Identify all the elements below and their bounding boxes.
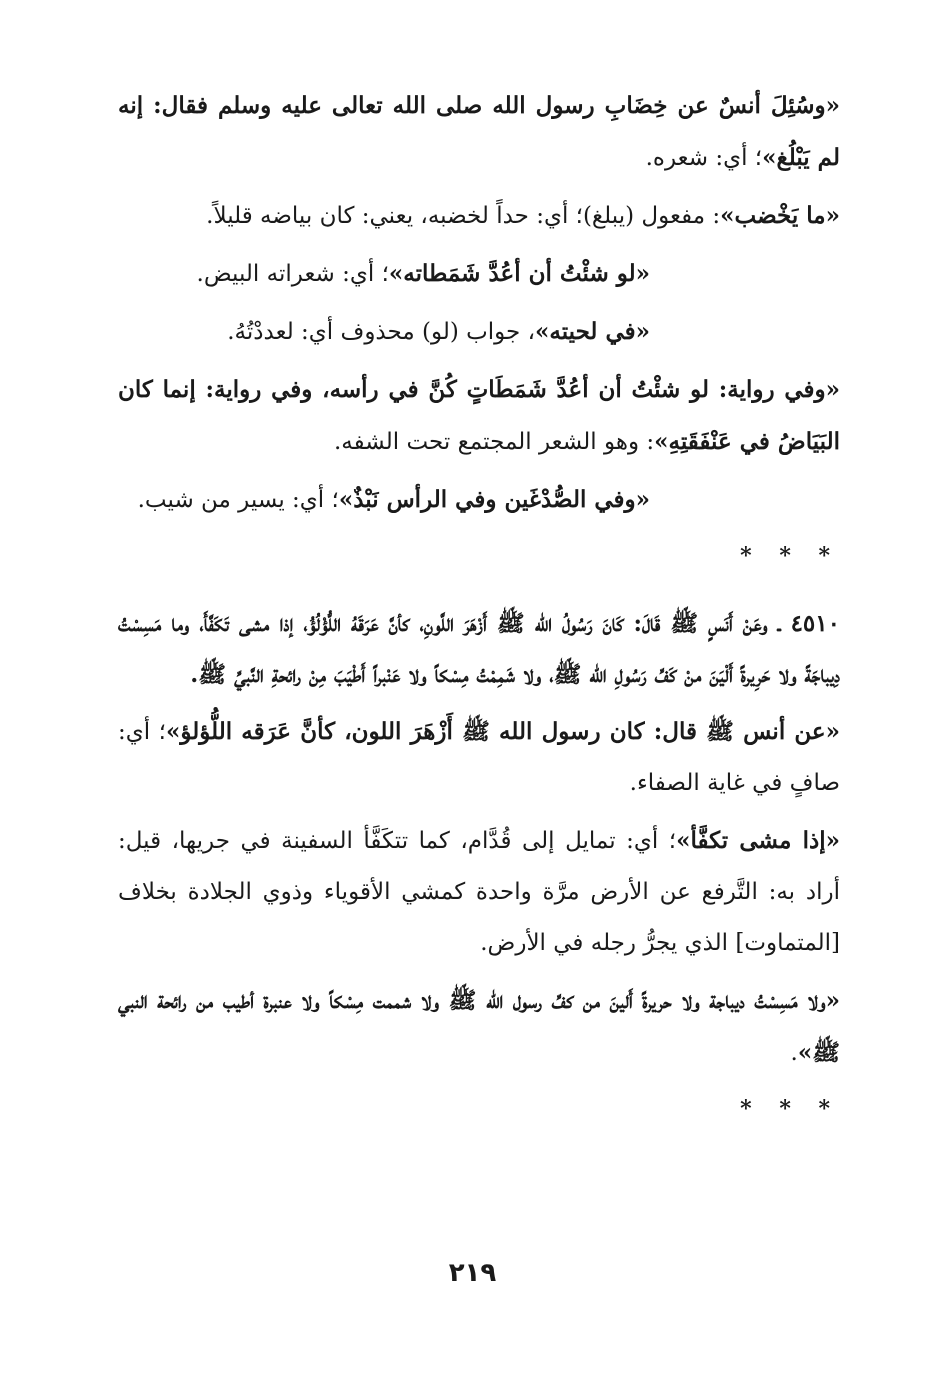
explanation-text: ؛ أي: شعراته البيض. (196, 261, 389, 287)
quoted-text: «في لحيته» (535, 318, 650, 345)
commentary-paragraph (118, 306, 840, 358)
quoted-text: «وفي رواية: لو شئْتُ أن أعُدَّ شَمَطَاتٍ كُنَّ في رأسه، وفي رواية: إنما كان البَيَاضُ في عَنْفَقَتِهِ» (118, 376, 840, 455)
page-body (118, 80, 840, 1151)
explanation-text: ؛ أي: يسير من شيب. (137, 487, 339, 513)
section-separator: * * * (740, 543, 840, 569)
quoted-text: «عن أنس ﷺ قال: كان رسول الله ﷺ أَزْهَرَ اللون، كأنَّ عَرَقه اللُّؤلؤ» (165, 718, 841, 745)
hadith-text: ٤٥١٠ ـ وعَنْ أَنَسٍ ﷺ قَالَ: كَانَ رَسُولُ الله ﷺ أَزْهَرَ اللَّونِ، كأنَّ عَرَقَهُ اللُّؤْلُؤُ، إذا مشى تَكَفَّأَ، وما مَسِسْتُ دِيباجَةً ولا حَرِيرةً أَلْيَنَ منْ كَفِّ رَسُولِ الله ﷺ، ولا شَمِمْتُ مِسْكاً ولا عَنْبراً أَطْيَبَ مِنْ رائحةِ النَّبيِّ ﷺ. (118, 610, 840, 688)
explanation-text: ؛ أي: شعره. (645, 145, 763, 171)
quoted-text: «وفي الصُّدْغَين وفي الرأس نَبْذٌ» (338, 486, 650, 513)
commentary-paragraph (118, 706, 840, 809)
quoted-text: «وسُئِلَ أنسٌ عن خِضَابِ رسول الله صلى الله تعالى عليه وسلم فقال: إنه لم يَبْلُغ» (118, 92, 840, 171)
section-separator: * * * (740, 1096, 840, 1122)
commentary-paragraph (118, 474, 840, 526)
explanation-text: ؛ أي: صافٍ في غاية الصفاء. (118, 719, 840, 796)
quoted-text: «ما يَخْضب» (720, 202, 840, 229)
commentary-paragraph (118, 190, 840, 242)
commentary-paragraph (118, 815, 840, 969)
explanation-text: ؛ أي: تمايل إلى قُدَّام، كما تتكَفَّأ السفينة في جريها، قيل: أراد به: التَّرفع عن الأرض مرَّة واحدة كمشي الأقوياء وذوي الجلادة بخلاف [المتماوت] الذي يجرُّ رجله في الأرض. (118, 828, 840, 956)
commentary-paragraph (118, 248, 840, 300)
explanation-text: : وهو الشعر المجتمع تحت الشفه. (333, 429, 655, 455)
explanation-text: : مفعول (يبلغ)؛ أي: حداً لخضبه، يعني: كان بياضه قليلاً. (206, 203, 721, 229)
quoted-text: «ولا مَسِسْتُ ديباجة ولا حريرةً أَلينَ من كفِّ رسول الله ﷺ ولا شممت مِسْكاً ولا عنبرة أطيب من رائحة النبي ﷺ» (118, 987, 840, 1066)
commentary-paragraph (118, 975, 840, 1079)
quoted-text: «لو شئْتُ أن أعُدَّ شَمَطاته» (388, 260, 650, 287)
quoted-text: «إذا مشى تكفَّأ» (676, 827, 840, 854)
page-number: ٢١٩ (448, 1258, 497, 1288)
commentary-paragraph (118, 364, 840, 468)
commentary-paragraph (118, 80, 840, 184)
explanation-text: ، جواب (لو) محذوف أي: لعددْتُهُ. (227, 319, 535, 345)
explanation-text: . (790, 1040, 798, 1066)
